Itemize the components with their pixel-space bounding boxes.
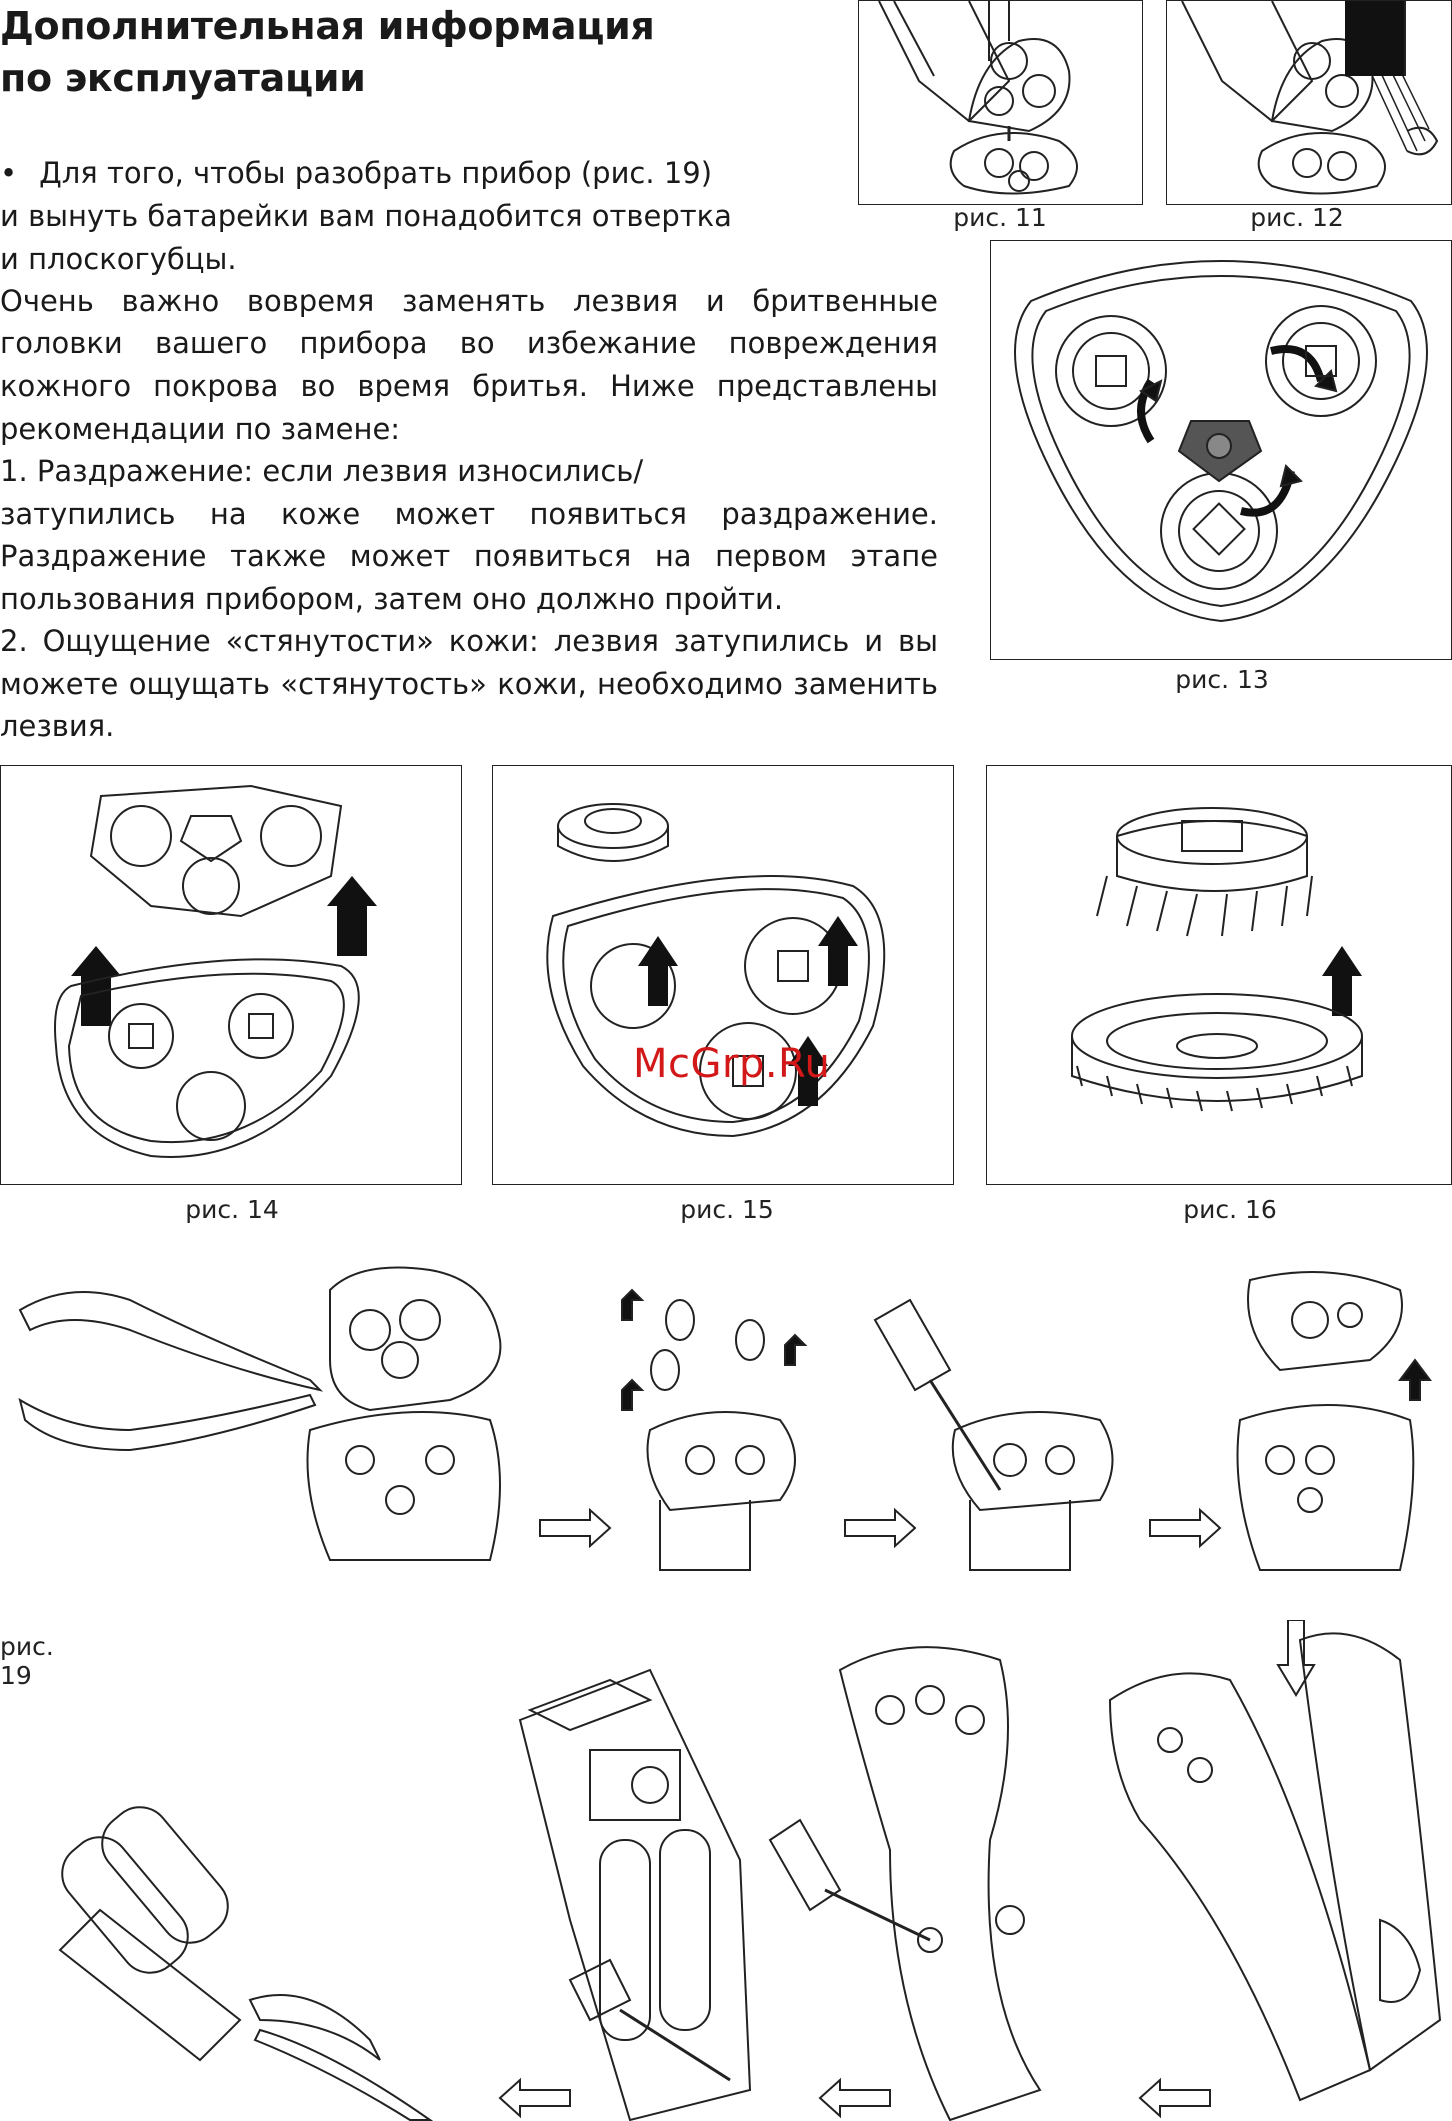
figure-12-caption: рис. 12 [1250,203,1344,232]
text-line-13: можете ощущать «стянутость» кожи, необходимо заменить [0,667,938,701]
bullet: • [0,156,18,190]
figure-16-caption: рис. 16 [1183,1195,1277,1224]
text-line-5: головки вашего прибора во избежание повреждения [0,326,938,360]
text-line-1 [0,152,938,195]
figure-15-caption: рис. 15 [680,1195,774,1224]
figure-11-illustration [858,0,1143,205]
figure-13-illustration [990,240,1452,660]
figure-13-caption: рис. 13 [1175,665,1269,694]
page-title-line-1: Дополнительная информация [0,4,655,48]
text-line-9: затупились на коже может появиться раздражение. [0,497,938,531]
figure-14-caption: рис. 14 [185,1195,279,1224]
figure-11-caption: рис. 11 [953,203,1047,232]
figure-14-illustration [0,765,462,1185]
text-line-7: рекомендации по замене: [0,412,401,446]
figure-19-bottom-row [10,1620,1450,2121]
figure-16-illustration [986,765,1452,1185]
text-span-1: Для того, чтобы разобрать прибор (рис. 19) [39,156,713,190]
text-line-14: лезвия. [0,709,115,743]
figure-19-caption: рис. 19 [0,1632,54,1690]
figure-12-illustration [1166,0,1452,205]
text-line-2: и вынуть батарейки вам понадобится отвертка [0,199,732,233]
page-title [0,0,700,104]
figure-15-illustration [492,765,954,1185]
text-line-11: пользования прибором, затем оно должно пройти. [0,582,784,616]
text-line-3: и плоскогубцы. [0,242,237,276]
text-line-12: 2. Ощущение «стянутости» кожи: лезвия затупились и вы [0,624,938,658]
figure-19-top-row [10,1260,1450,1580]
text-line-6: кожного покрова во время бритья. Ниже представлены [0,369,938,403]
page-title-line-2: по эксплуатации [0,56,366,100]
watermark-text: McGrp.Ru [633,1041,831,1087]
text-line-8: 1. Раздражение: если лезвия износились/ [0,454,644,488]
text-line-4: Очень важно вовремя заменять лезвия и бритвенные [0,284,938,318]
text-line-10: Раздражение также может появиться на первом этапе [0,539,938,573]
